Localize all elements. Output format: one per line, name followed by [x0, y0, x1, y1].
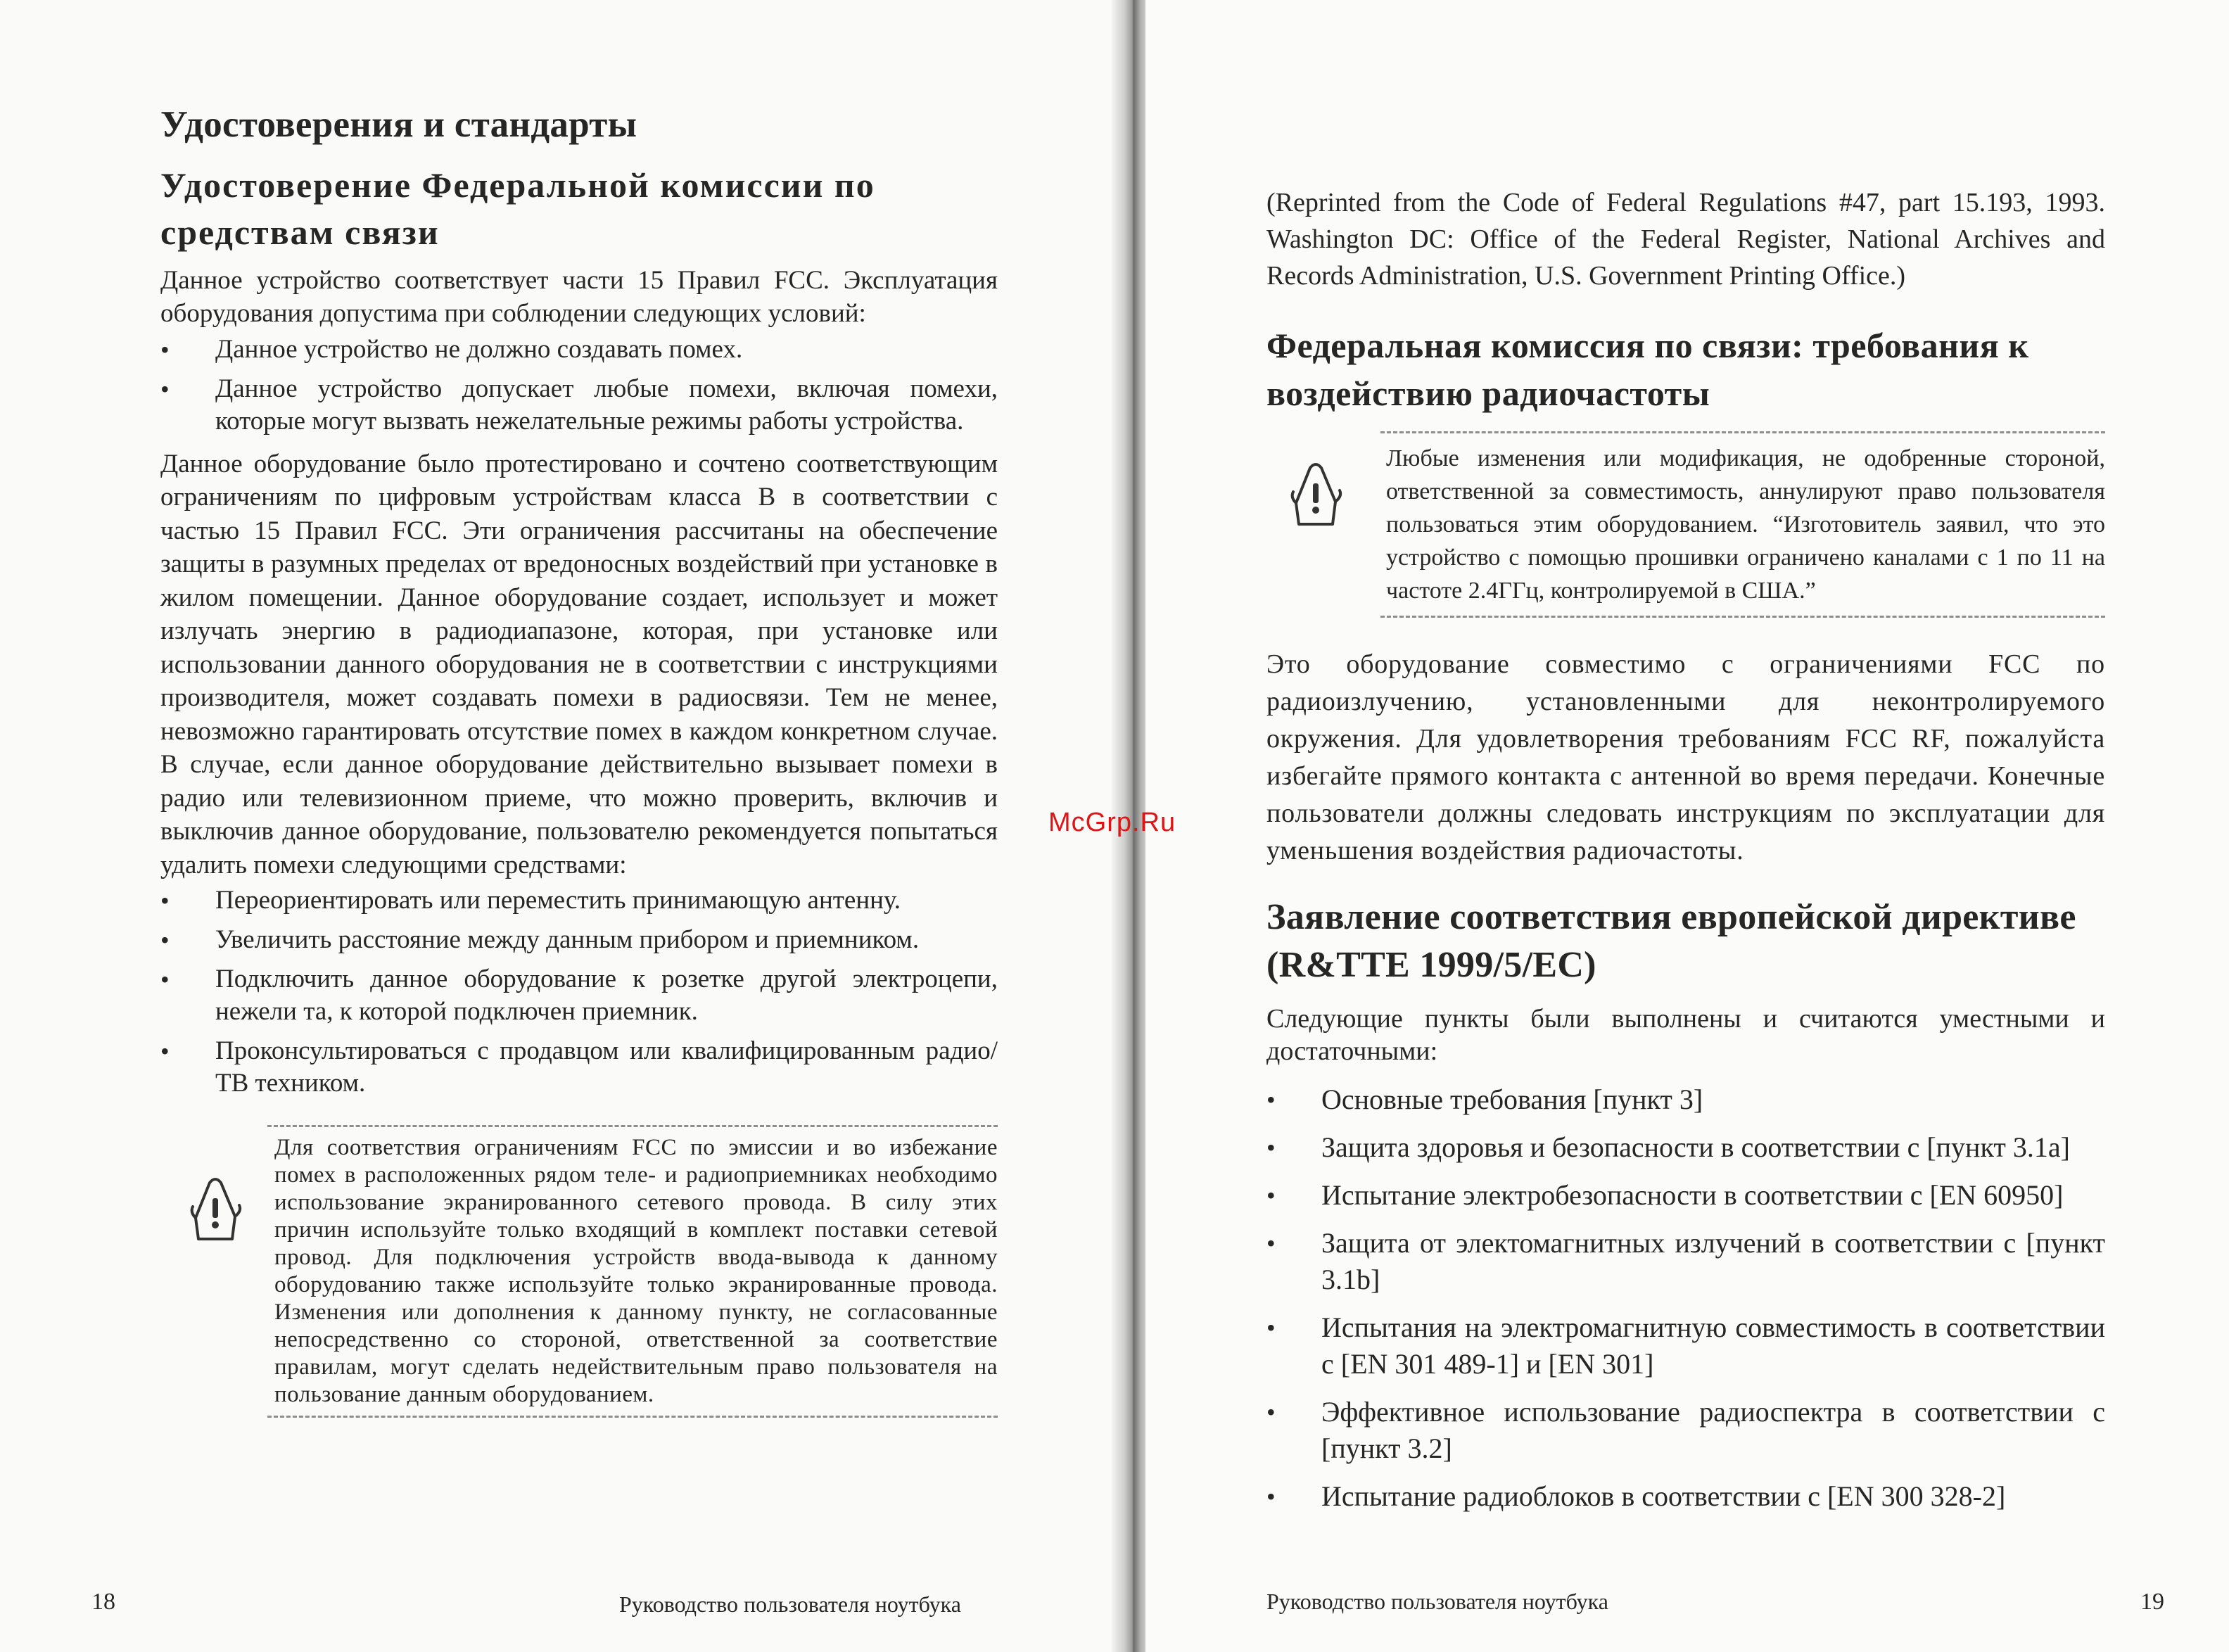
- list-item: • Подключить данное оборудование к розетке другой электроцепи, нежели та, к которой подключен приемник.: [160, 963, 998, 1028]
- list-item: • Основные требования [пункт 3]: [1266, 1081, 2105, 1118]
- list-item: • Испытания на электромагнитную совместимость в соответствии с [EN 301 489-1] и [EN 301]: [1266, 1309, 2105, 1383]
- warning-hand-icon: [1286, 462, 1345, 530]
- fcc-conditions-list: [160, 333, 998, 438]
- page-number-left: 18: [91, 1589, 115, 1615]
- list-item: • Проконсультироваться с продавцом или квалифицированным радио/ ТВ техником.: [160, 1035, 998, 1100]
- list-item: • Защита от электомагнитных излучений в соответствии с [пункт 3.1b]: [1266, 1225, 2105, 1298]
- footer-title-left: Руководство пользователя ноутбука: [619, 1591, 961, 1617]
- list-item: • Эффективное использование радиоспектра в соответствии с [пункт 3.2]: [1266, 1394, 2105, 1467]
- fcc-note: [160, 1125, 998, 1418]
- fcc-measures-list: [160, 884, 998, 1100]
- list-item: • Испытание радиоблоков в соответствии с [EN 300 328-2]: [1266, 1478, 2105, 1515]
- rf-section-title: Федеральная комиссия по связи: требования к воздействию радиочастоты: [1266, 326, 2029, 413]
- eu-intro-paragraph: Следующие пункты были выполнены и считаются уместными и достаточными:: [1266, 1004, 2105, 1067]
- fcc-main-paragraph: Данное оборудование было протестировано и сочтено соответствующим ограничениям по цифровым устройствам класса В в соответствии с частью 15 Правил FCC. Эти ограничения рассчитаны на обеспечение защиты в разумных пределах от вредоносных воздействий при установке в жилом помещении. Данное оборудование создает, использует и может излучать энергию в радиодиапазоне, которая, при установке или использовании данного оборудования не в соответствии с инструкциями производителя, может создавать помехи в радиосвязи. Тем не менее, невозможно гарантировать отсутствие помех в каждом конкретном случае. В случае, если данное оборудование действительно вызывает помехи в радио или телевизионном приеме, что можно проверить, включив и выключив данное оборудование, пользователю рекомендуется попытаться удалить помехи следующими средствами:: [160, 449, 998, 879]
- list-item: • Защита здоровья и безопасности в соответствии с [пункт 3.1a]: [1266, 1129, 2105, 1166]
- list-item: • Переориентировать или переместить принимающую антенну.: [160, 884, 998, 917]
- reprint-paragraph: (Reprinted from the Code of Federal Regulations #47, part 15.193, 1993. Washington DC: Office of the Federal Register, National Archives and Records Administration, U.S. Government Printing Office.): [1266, 188, 2105, 291]
- eu-section-title: Заявление соответствия европейской директиве (R&TTE 1999/5/EC): [1266, 897, 2076, 985]
- rf-note: [1266, 431, 2105, 618]
- rf-paragraph: Это оборудование совместимо с ограничениями FCC по радиоизлучению, установленными для неконтролируемого окружения. Для удовлетворения требованиям FCC RF, пожалуйста избегайте прямого контакта с антенной во время передачи. Конечные пользователи должны следовать инструкциям по эксплуатации для уменьшения воздействия радиочастоты.: [1266, 649, 2105, 865]
- note-bottom-rule: [267, 1416, 998, 1418]
- list-item: • Данное устройство допускает любые помехи, включая помехи, которые могут вызвать нежелательные режимы работы устройства.: [160, 373, 998, 438]
- watermark: McGrp.Ru: [1048, 808, 1176, 837]
- eu-items-list: [1266, 1081, 2105, 1515]
- fcc-subsection-title: Удостоверение Федеральной комиссии по средствам связи: [160, 165, 875, 253]
- left-column: [160, 91, 998, 1418]
- right-column: [1266, 184, 2105, 1526]
- section-title: Удостоверения и стандарты: [160, 104, 637, 145]
- note-bottom-rule: [1380, 616, 2105, 618]
- fcc-note-text: Для соответствия ограничениям FCC по эмиссии и во избежание помех в расположенных рядом теле- и радиоприемниках необходимо использование экранированного сетевого провода. В силу этих причин используйте только входящий в комплект поставки сетевой провод. Для подключения устройств ввода-вывода к данному оборудованию также используйте только экранированные провода. Изменения или дополнения к данному пункту, не согласованные непосредственно со стороной, ответственной за соответствие правилам, могут сделать недействительным право пользователя на пользование данным оборудованием.: [274, 1135, 998, 1408]
- footer-title-right: Руководство пользователя ноутбука: [1266, 1589, 1608, 1614]
- list-item: • Испытание электробезопасности в соответствии с [EN 60950]: [1266, 1177, 2105, 1214]
- list-item: • Увеличить расстояние между данным прибором и приемником.: [160, 924, 998, 956]
- list-item: • Данное устройство не должно создавать помех.: [160, 333, 998, 366]
- warning-hand-icon: [186, 1177, 245, 1245]
- fcc-intro-paragraph: Данное устройство соответствует части 15 Правил FCC. Эксплуатация оборудования допустима при соблюдении следующих условий:: [160, 265, 998, 329]
- page-number-right: 19: [2140, 1589, 2164, 1615]
- rf-note-text: Любые изменения или модификация, не одобренные стороной, ответственной за совместимость, аннулируют право пользователя пользоваться этим оборудованием. “Изготовитель заявил, что это устройство с помощью прошивки ограничено каналами с 1 по 11 на частоте 2.4ГГц, контролируемой в США.”: [1386, 445, 2105, 604]
